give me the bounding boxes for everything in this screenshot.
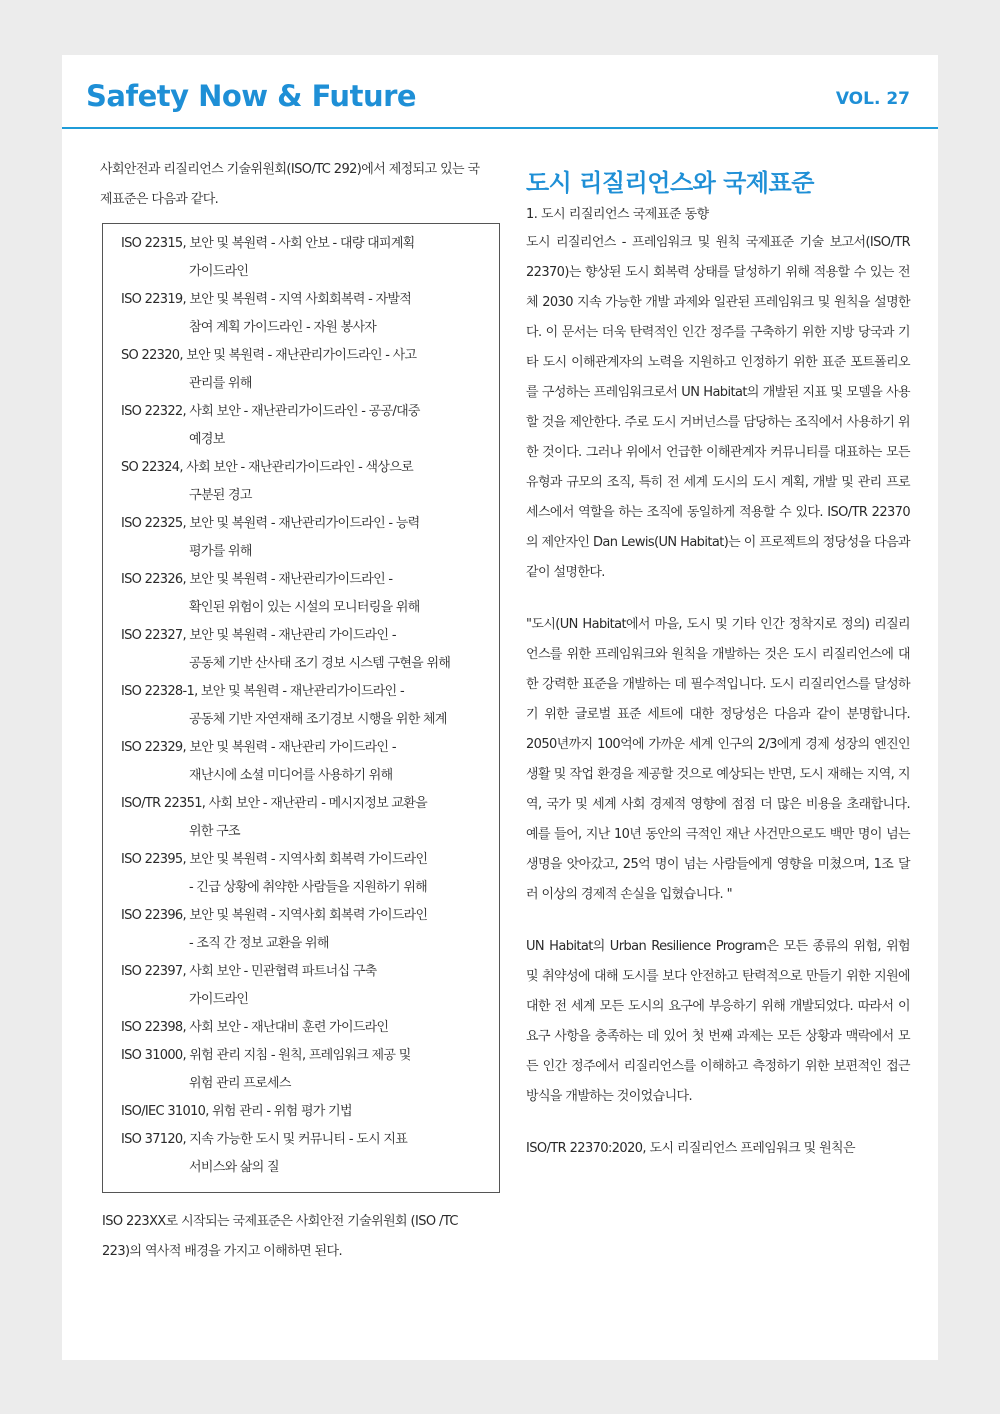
standard-title: ISO 22322, 사회 보안 - 재난관리가이드라인 - 공공/대중	[121, 404, 420, 419]
standard-title: ISO/TR 22351, 사회 보안 - 재난관리 - 메시지정보 교환을	[121, 796, 427, 811]
magazine-title: Safety Now & Future	[86, 79, 417, 113]
standard-item	[121, 286, 499, 342]
standard-title-continued: 참여 계획 가이드라인 - 자원 봉사자	[189, 320, 377, 335]
standard-title: ISO 22327, 보안 및 복원력 - 재난관리 가이드라인 -	[121, 628, 396, 643]
standard-item	[121, 622, 499, 678]
standard-title-continued: 위한 구조	[189, 824, 240, 839]
standard-item	[121, 1098, 499, 1126]
standard-title-continued: 가이드라인	[189, 264, 249, 279]
standard-item	[121, 454, 499, 510]
left-column	[90, 155, 488, 1267]
standard-item	[121, 678, 499, 734]
standard-title: ISO 22397, 사회 보안 - 민관협력 파트너십 구축	[121, 964, 377, 979]
quote-paragraph: "도시(UN Habitat에서 마을, 도시 및 기타 인간 정착지로 정의) 리질리언스를 위한 프레임워크와 원칙을 개발하는 것은 도시 리질리언스에 대한 강력한 표준을 개발하는 데 필수적입니다. 도시 리질리언스를 달성하기 위한 글로벌 표준 세트에 대한 정당성은 다음과 같이 분명합니다. 2050년까지 100억에 가까운 세계 인구의 2/3에게 경제 성장의 엔진인 생활 및 작업 환경을 제공할 것으로 예상되는 반면, 도시 재해는 지역, 지역, 국가 및 세계 사회 경제적 영향에 점점 더 많은 비용을 초래합니다. 예를 들어, 지난 10년 동안의 극적인 재난 사건만으로도 백만 명이 넘는 생명을 앗아갔고, 25억 명이 넘는 사람들에게 영향을 미쳤으며, 1조 달러 이상의 경제적 손실을 입혔습니다. "	[526, 617, 910, 902]
standard-title-continued: 예경보	[189, 432, 225, 447]
standard-item	[121, 790, 499, 846]
standard-item	[121, 902, 499, 958]
body-paragraph: UN Habitat의 Urban Resilience Program은 모든 종류의 위험, 위험 및 취약성에 대해 도시를 보다 안전하고 탄력적으로 만들기 위한 지원에 대한 전 세계 모든 도시의 요구에 부응하기 위해 개발되었다. 따라서 이 요구 사항을 충족하는 데 있어 첫 번째 과제는 모든 상황과 맥락에서 모든 인간 정주에서 리질리언스를 이해하고 측정하기 위한 보편적인 접근 방식을 개발하는 것이었습니다.	[526, 939, 910, 1104]
section-title: 도시 리질리언스와 국제표준	[526, 169, 814, 197]
standard-title: ISO/IEC 31010, 위험 관리 - 위험 평가 기법	[121, 1104, 352, 1119]
standard-title-continued: 재난시에 소셜 미디어를 사용하기 위해	[189, 768, 393, 783]
standard-title-continued: 확인된 위험이 있는 시설의 모니터링을 위해	[189, 600, 420, 615]
subsection-heading: 1. 도시 리질리언스 국제표준 동향	[526, 207, 709, 222]
standard-item	[121, 1042, 499, 1098]
page-header	[62, 55, 938, 129]
standard-title: ISO 22395, 보안 및 복원력 - 지역사회 회복력 가이드라인	[121, 852, 428, 867]
standard-title: ISO 22329, 보안 및 복원력 - 재난관리 가이드라인 -	[121, 740, 396, 755]
standard-title-continued: 평가를 위해	[189, 544, 252, 559]
standard-title-continued: 위험 관리 프로세스	[189, 1076, 291, 1091]
standard-title: ISO 31000, 위험 관리 지침 - 원칙, 프레임워크 제공 및	[121, 1048, 411, 1063]
standard-item	[121, 1126, 499, 1182]
standard-title: ISO 22315, 보안 및 복원력 - 사회 안보 - 대량 대피계획	[121, 236, 415, 251]
standard-title-continued: 관리를 위해	[189, 376, 252, 391]
standard-title: ISO 22396, 보안 및 복원력 - 지역사회 회복력 가이드라인	[121, 908, 428, 923]
standard-title-continued: - 긴급 상황에 취약한 사람들을 지원하기 위해	[189, 880, 428, 895]
standard-title: ISO 22326, 보안 및 복원력 - 재난관리가이드라인 -	[121, 572, 393, 587]
standard-title: ISO 22325, 보안 및 복원력 - 재난관리가이드라인 - 능력	[121, 516, 420, 531]
standard-title-continued: 구분된 경고	[189, 488, 252, 503]
standard-title: SO 22320, 보안 및 복원력 - 재난관리가이드라인 - 사고	[121, 348, 417, 363]
standard-title: SO 22324, 사회 보안 - 재난관리가이드라인 - 색상으로	[121, 460, 413, 475]
standard-item	[121, 846, 499, 902]
standard-item	[121, 566, 499, 622]
body-paragraph: ISO/TR 22370:2020, 도시 리질리언스 프레임워크 및 원칙은	[526, 1141, 855, 1156]
volume-number: VOL. 27	[835, 89, 910, 109]
right-column	[526, 155, 910, 1164]
standard-item	[121, 958, 499, 1014]
standard-title-continued: 가이드라인	[189, 992, 249, 1007]
standard-title-continued: 공동체 기반 산사태 조기 경보 시스템 구현을 위해	[189, 656, 451, 671]
body-paragraph: 도시 리질리언스 - 프레임워크 및 원칙 국제표준 기술 보고서(ISO/TR 22370)는 향상된 도시 회복력 상태를 달성하기 위해 적용할 수 있는 전체 2030 지속 가능한 개발 과제와 일관된 프레임워크 및 원칙을 설명한다. 이 문서는 더욱 탄력적인 인간 정주를 구축하기 위한 지방 당국과 기타 도시 이해관계자의 노력을 지원하고 인정하기 위한 표준 포트폴리오를 구성하는 프레임워크로서 UN Habitat의 개발된 지표 및 모델을 사용할 것을 제안한다. 주로 도시 거버넌스를 담당하는 조직에서 사용하기 위한 것이다. 그러나 위에서 언급한 이해관계자 커뮤니티를 대표하는 모든 유형과 규모의 조직, 특히 전 세계 도시의 도시 계획, 개발 및 관리 프로세스에서 역할을 하는 조직에 동일하게 적용할 수 있다. ISO/TR 22370의 제안자인 Dan Lewis(UN Habitat)는 이 프로젝트의 정당성을 다음과 같이 설명한다.	[526, 235, 910, 580]
document-page	[62, 55, 938, 1360]
standard-item	[121, 342, 499, 398]
standards-list-box	[102, 223, 500, 1193]
standard-item	[121, 230, 499, 286]
standard-title: ISO 37120, 지속 가능한 도시 및 커뮤니티 - 도시 지표	[121, 1132, 408, 1147]
standard-title-continued: 공동체 기반 자연재해 조기경보 시행을 위한 체계	[189, 712, 447, 727]
standard-item	[121, 510, 499, 566]
standard-item	[121, 1014, 499, 1042]
standard-title: ISO 22319, 보안 및 복원력 - 지역 사회회복력 - 자발적	[121, 292, 412, 307]
standard-item	[121, 398, 499, 454]
intro-text: 사회안전과 리질리언스 기술위원회(ISO/TC 292)에서 제정되고 있는 국제표준은 다음과 같다.	[100, 162, 480, 207]
standard-item	[121, 734, 499, 790]
standard-title-continued: 서비스와 삶의 질	[189, 1160, 279, 1175]
standard-title: ISO 22328-1, 보안 및 복원력 - 재난관리가이드라인 -	[121, 684, 404, 699]
standard-title: ISO 22398, 사회 보안 - 재난대비 훈련 가이드라인	[121, 1020, 389, 1035]
closing-text: ISO 223XX로 시작되는 국제표준은 사회안전 기술위원회 (ISO /TC 223)의 역사적 배경을 가지고 이해하면 된다.	[102, 1214, 458, 1259]
standard-title-continued: - 조직 간 정보 교환을 위해	[189, 936, 329, 951]
